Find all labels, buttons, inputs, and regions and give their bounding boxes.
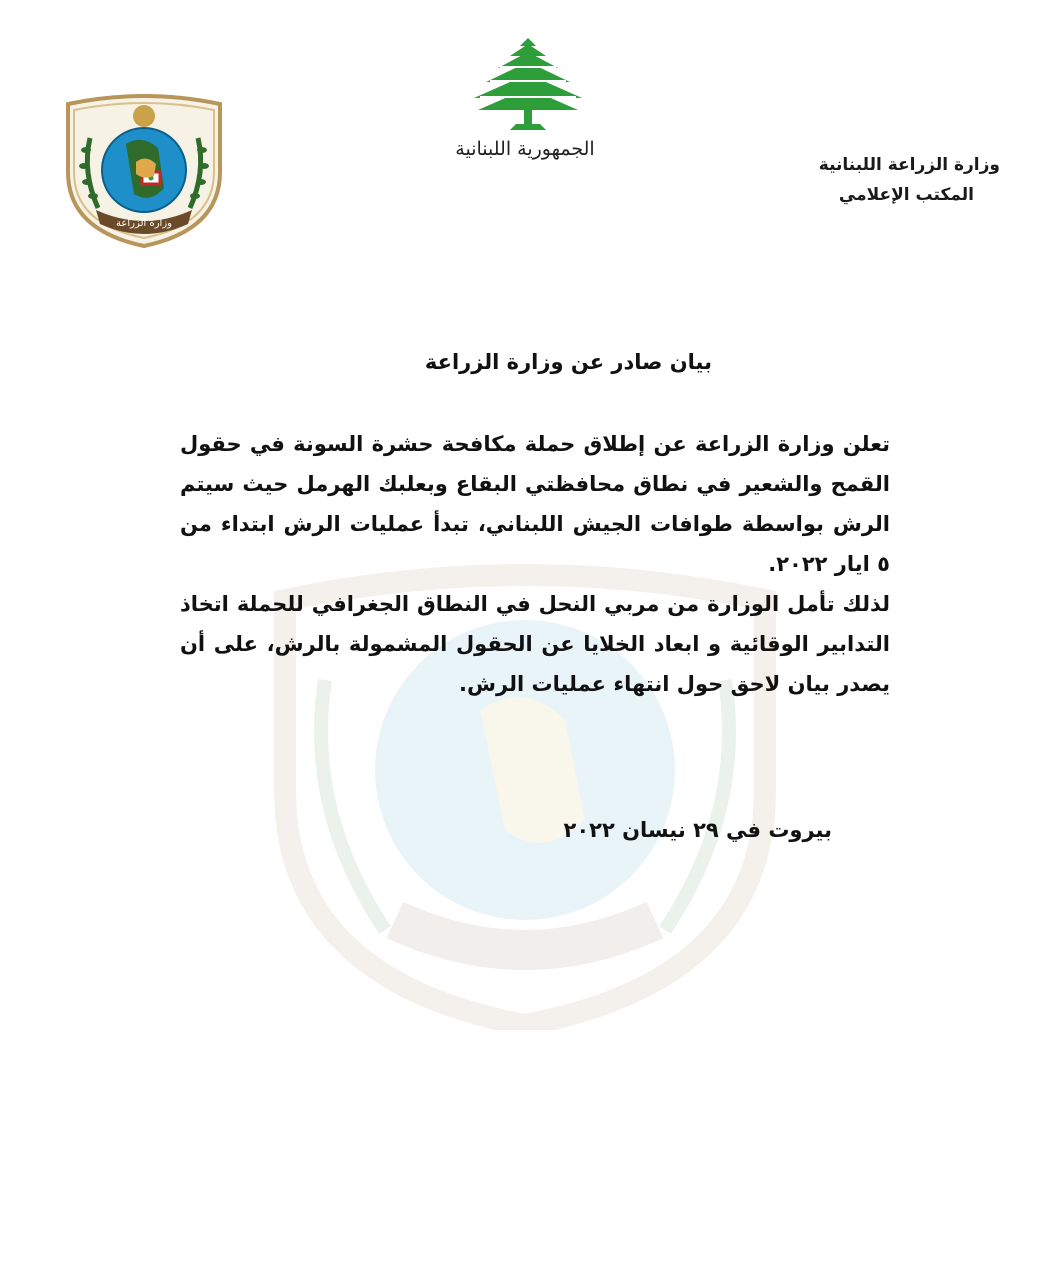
lebanese-cedar-icon (470, 36, 586, 132)
republic-name: الجمهورية اللبنانية (455, 138, 595, 160)
emblem-label: وزارة الزراعة (116, 218, 172, 229)
place-date: بيروت في ٢٩ نيسان ٢٠٢٢ (563, 818, 832, 842)
ministry-header (740, 150, 1000, 210)
statement-paragraph-1: تعلن وزارة الزراعة عن إطلاق حملة مكافحة حشرة السونة في حقول القمح والشعير في نطاق محافظتي البقاع وبعلبك الهرمل حيث سيتم الرش بواسطة طوافات الجيش اللبناني، تبدأ عمليات الرش ابتداء من ٥ ايار ٢٠٢٢. (180, 432, 890, 576)
statement-body (180, 424, 890, 704)
office-name: المكتب الإعلامي (838, 185, 974, 205)
ministry-emblem-icon (62, 92, 226, 248)
ministry-name: وزارة الزراعة اللبنانية (818, 155, 1000, 175)
statement-title: بيان صادر عن وزارة الزراعة (424, 350, 712, 374)
statement-paragraph-2: لذلك تأمل الوزارة من مربي النحل في النطاق الجغرافي للحملة اتخاذ التدابير الوقائية و ابعاد الخلايا عن الحقول المشمولة بالرش، على أن يصدر بيان لاحق حول انتهاء عمليات الرش. (180, 592, 890, 696)
